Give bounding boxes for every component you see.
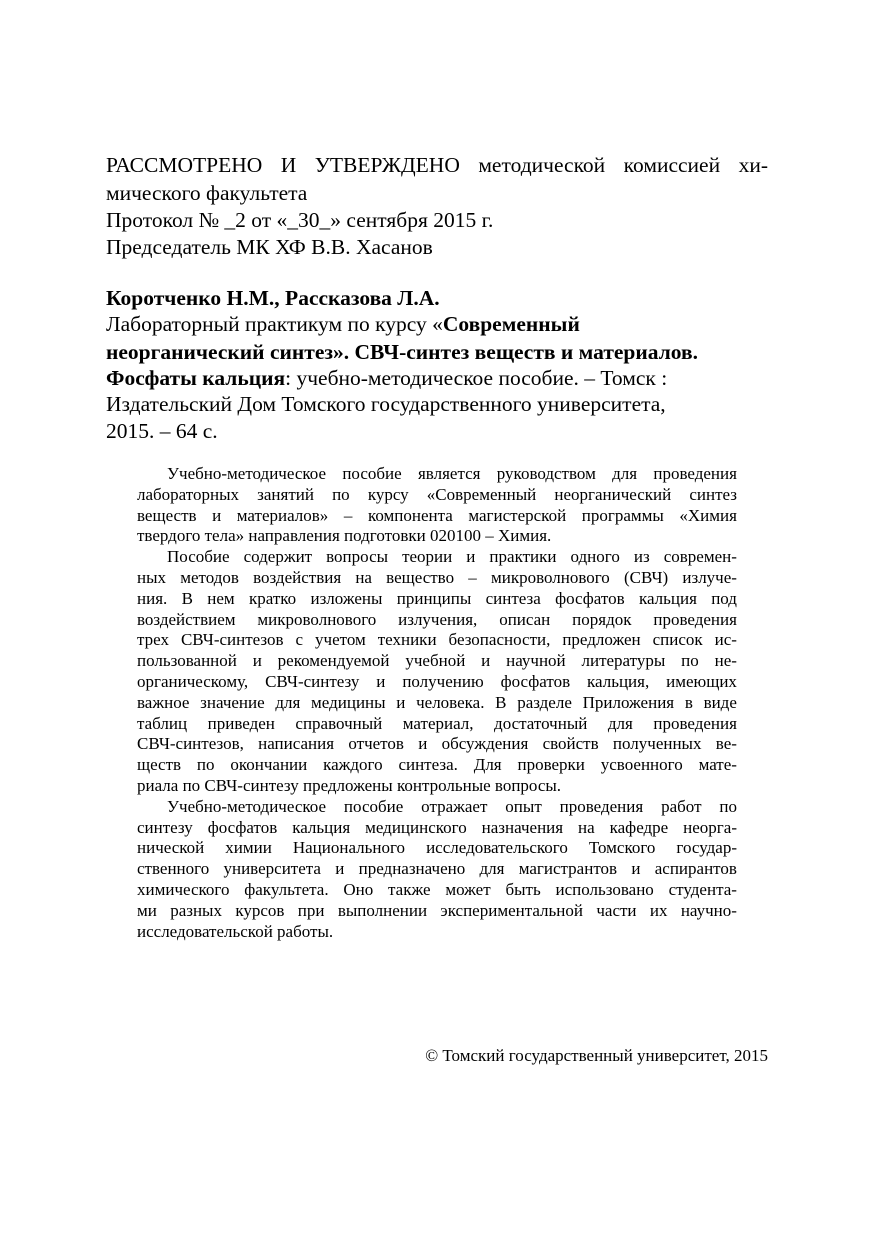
abstract-line: исследовательской работы. <box>137 921 334 941</box>
abstract-line: важное значение для медицины и человека. В разделе Приложения в виде <box>137 692 737 712</box>
abstract-line: твердого тела» направления подготовки 020100 – Химия. <box>137 526 552 546</box>
approval-chairman: Председатель МК ХФ В.В. Хасанов <box>106 235 433 259</box>
approval-word: хи- <box>738 153 768 177</box>
abstract-line: синтезу фосфатов кальция медицинского назначения на кафедре неорга- <box>137 817 737 837</box>
bib-plain: Лабораторный практикум по курсу « <box>106 312 443 336</box>
abstract-line: СВЧ-синтезов, написания отчетов и обсуждения свойств полученных ве- <box>137 734 737 754</box>
bib-title-line-3 <box>106 366 667 391</box>
authors: Коротченко Н.М., Рассказова Л.А. <box>106 286 440 310</box>
bib-title-line-1 <box>106 312 580 337</box>
abstract-line: Учебно-методическое пособие является руководством для проведения <box>167 464 737 483</box>
abstract-line: нической химии Национального исследовательского Томского государ- <box>137 838 737 858</box>
abstract-line: веществ и материалов» – компонента магистерской программы «Химия <box>137 505 737 525</box>
bib-plain: : учебно-методическое пособие. – Томск : <box>285 366 668 390</box>
approval-line-1 <box>106 153 768 178</box>
abstract-line: пользованной и рекомендуемой учебной и научной литературы по не- <box>137 651 737 671</box>
abstract-line: ния. В нем кратко изложены принципы синтеза фосфатов кальция под <box>137 588 737 608</box>
bib-bold: Современный <box>442 312 580 336</box>
approval-protocol: Протокол № _2 от «_30_» сентября 2015 г. <box>106 208 494 232</box>
approval-word: комиссией <box>623 153 721 177</box>
abstract-line: трех СВЧ-синтезов с учетом техники безопасности, предложен список ис- <box>137 630 737 650</box>
abstract-line: ных методов воздействия на вещество – микроволнового (СВЧ) излуче- <box>137 568 737 587</box>
abstract-line: Пособие содержит вопросы теории и практики одного из современ- <box>167 547 737 567</box>
bib-bold: Фосфаты кальция <box>106 366 286 390</box>
abstract-line: ми разных курсов при выполнении экспериментальной части их научно- <box>137 900 737 920</box>
abstract-line: химического факультета. Оно также может быть использовано студента- <box>137 880 737 899</box>
abstract-line: Учебно-методическое пособие отражает опыт проведения работ по <box>167 796 737 816</box>
abstract-line: риала по СВЧ-синтезу предложены контрольные вопросы. <box>137 776 562 795</box>
approval-word: РАССМОТРЕНО <box>106 153 263 177</box>
bib-title-line-2: неорганический синтез». СВЧ-синтез веществ и материалов. <box>106 340 698 364</box>
abstract-line: органическому, СВЧ-синтезу и получению фосфатов кальция, имеющих <box>137 672 737 691</box>
abstract-line: воздействием микроволнового излучения, описан порядок проведения <box>137 609 737 629</box>
bib-publisher: Издательский Дом Томского государственного университета, <box>106 392 666 416</box>
bib-year-pages: 2015. – 64 с. <box>106 419 218 443</box>
abstract-line: лабораторных занятий по курсу «Современный неорганический синтез <box>137 484 737 504</box>
abstract-line: ственного университета и предназначено для магистрантов и аспирантов <box>137 859 737 879</box>
abstract-line: таблиц приведен справочный материал, достаточный для проведения <box>137 713 737 733</box>
abstract-line: ществ по окончании каждого синтеза. Для проверки усвоенного мате- <box>137 755 737 775</box>
copyright: © Томский государственный университет, 2015 <box>425 1046 768 1065</box>
approval-word: И <box>280 153 297 177</box>
approval-word: УТВЕРЖДЕНО <box>314 153 460 177</box>
approval-line-2: мического факультета <box>106 181 308 205</box>
approval-word: методической <box>478 153 606 177</box>
